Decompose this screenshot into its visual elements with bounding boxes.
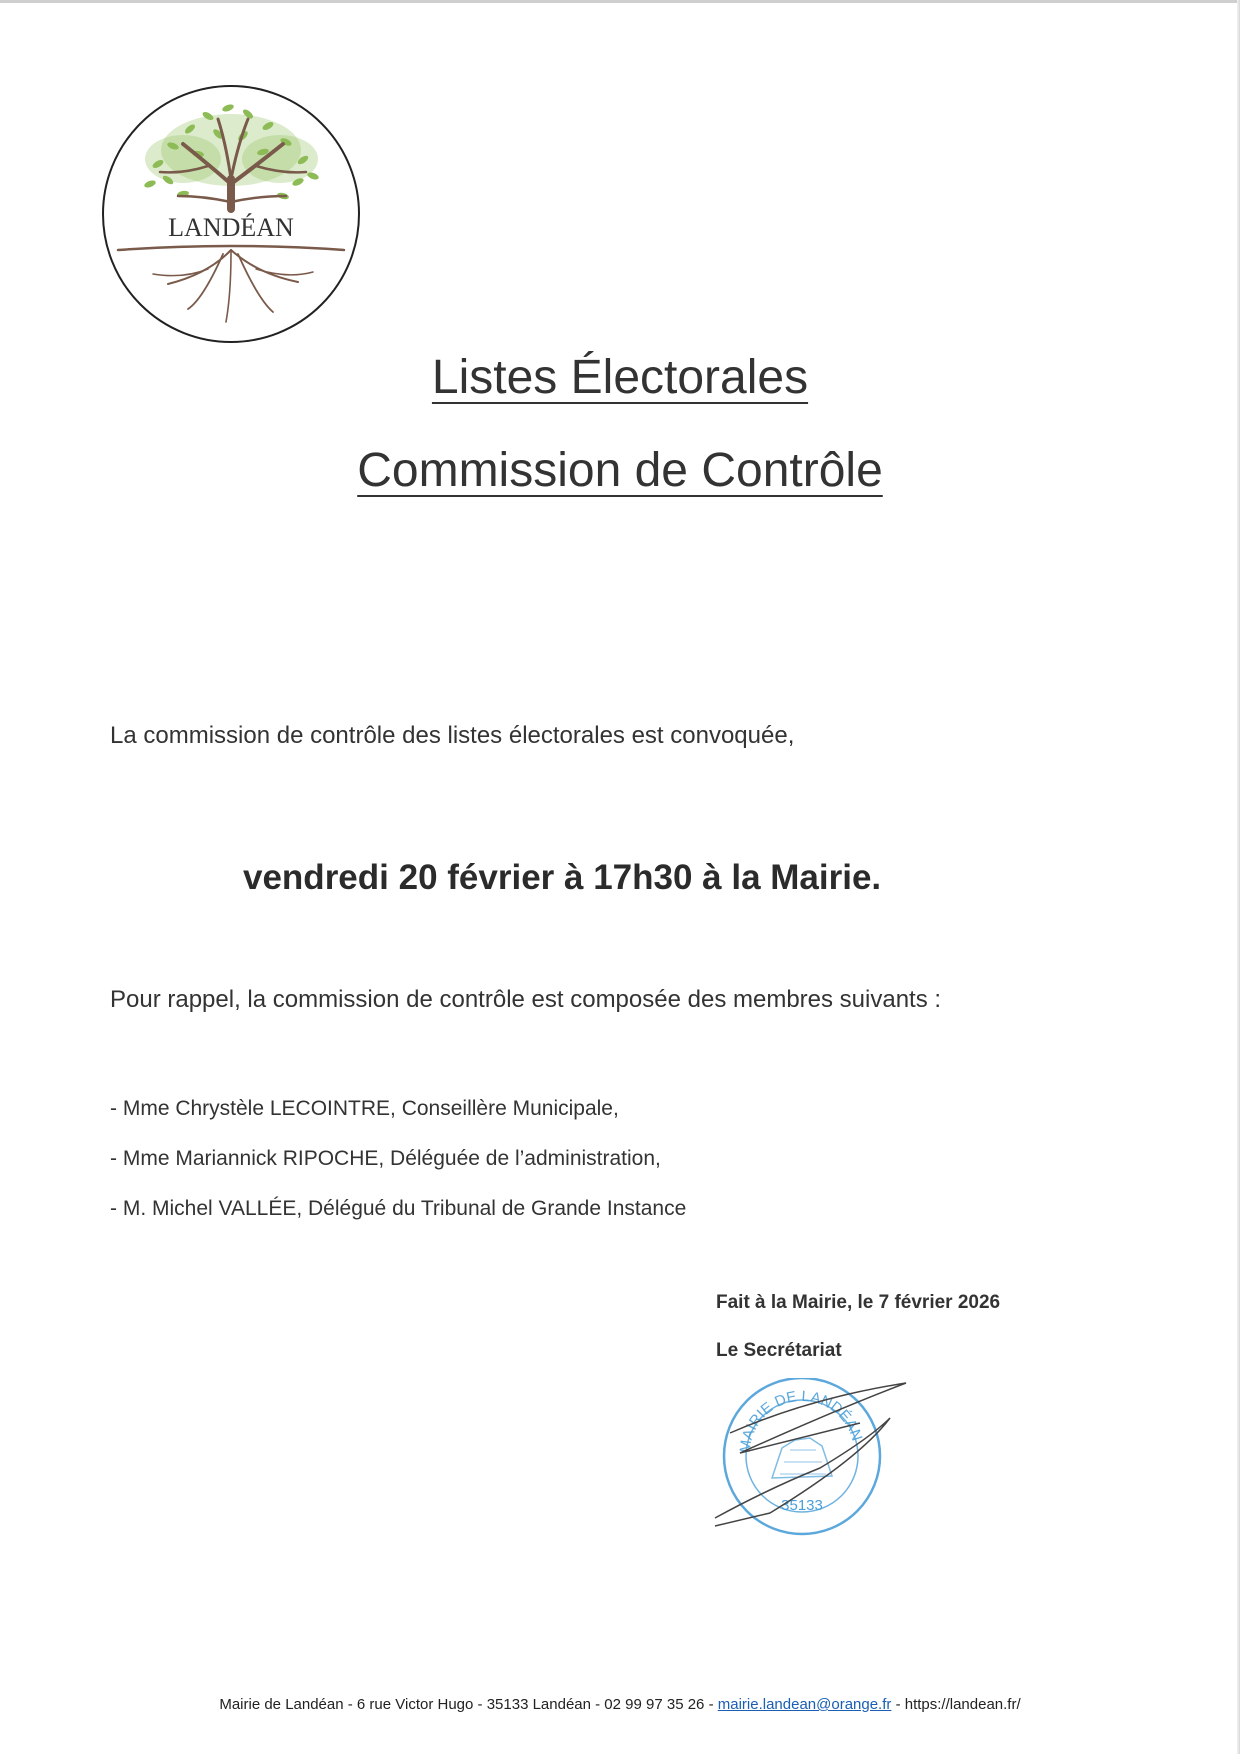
meeting-date: vendredi 20 février à 17h30 à la Mairie. bbox=[243, 858, 882, 897]
svg-text:MAIRIE DE LANDÉAN bbox=[737, 1388, 866, 1454]
signoff-signatory: Le Secrétariat bbox=[716, 1340, 842, 1361]
intro-text: La commission de contrôle des listes électorales est convoquée, bbox=[110, 722, 795, 749]
signoff-date: Fait à la Mairie, le 7 février 2026 bbox=[716, 1292, 1001, 1313]
stamp-text: MAIRIE DE LANDÉAN bbox=[736, 1387, 866, 1454]
stamp-seal-icon bbox=[710, 1378, 910, 1538]
members-list bbox=[110, 1094, 686, 1244]
list-item: - Mme Mariannick RIPOCHE, Déléguée de l’administration, bbox=[110, 1147, 661, 1170]
list-item: - Mme Chrystèle LECOINTRE, Conseillère Municipale, bbox=[110, 1097, 619, 1120]
tree-icon bbox=[98, 84, 364, 344]
title-line-1: Listes Électorales bbox=[431, 351, 809, 404]
scan-edge-top bbox=[0, 0, 1240, 3]
title-line-2: Commission de Contrôle bbox=[357, 444, 883, 497]
stamp-code: 35133 bbox=[781, 1497, 823, 1514]
reminder-text: Pour rappel, la commission de contrôle est composée des membres suivants : bbox=[110, 986, 942, 1013]
footer-contact: Mairie de Landéan - 6 rue Victor Hugo - 35133 Landéan - 02 99 97 35 26 - mairie.landean@orange.fr - https://landean.fr/ bbox=[219, 1696, 1021, 1713]
email-link[interactable]: mairie.landean@orange.fr bbox=[717, 1696, 892, 1713]
logo-text: LANDÉAN bbox=[168, 213, 294, 242]
mairie-stamp bbox=[710, 1378, 910, 1538]
list-item: - M. Michel VALLÉE, Délégué du Tribunal de Grande Instance bbox=[110, 1197, 687, 1220]
landean-logo bbox=[98, 84, 364, 344]
